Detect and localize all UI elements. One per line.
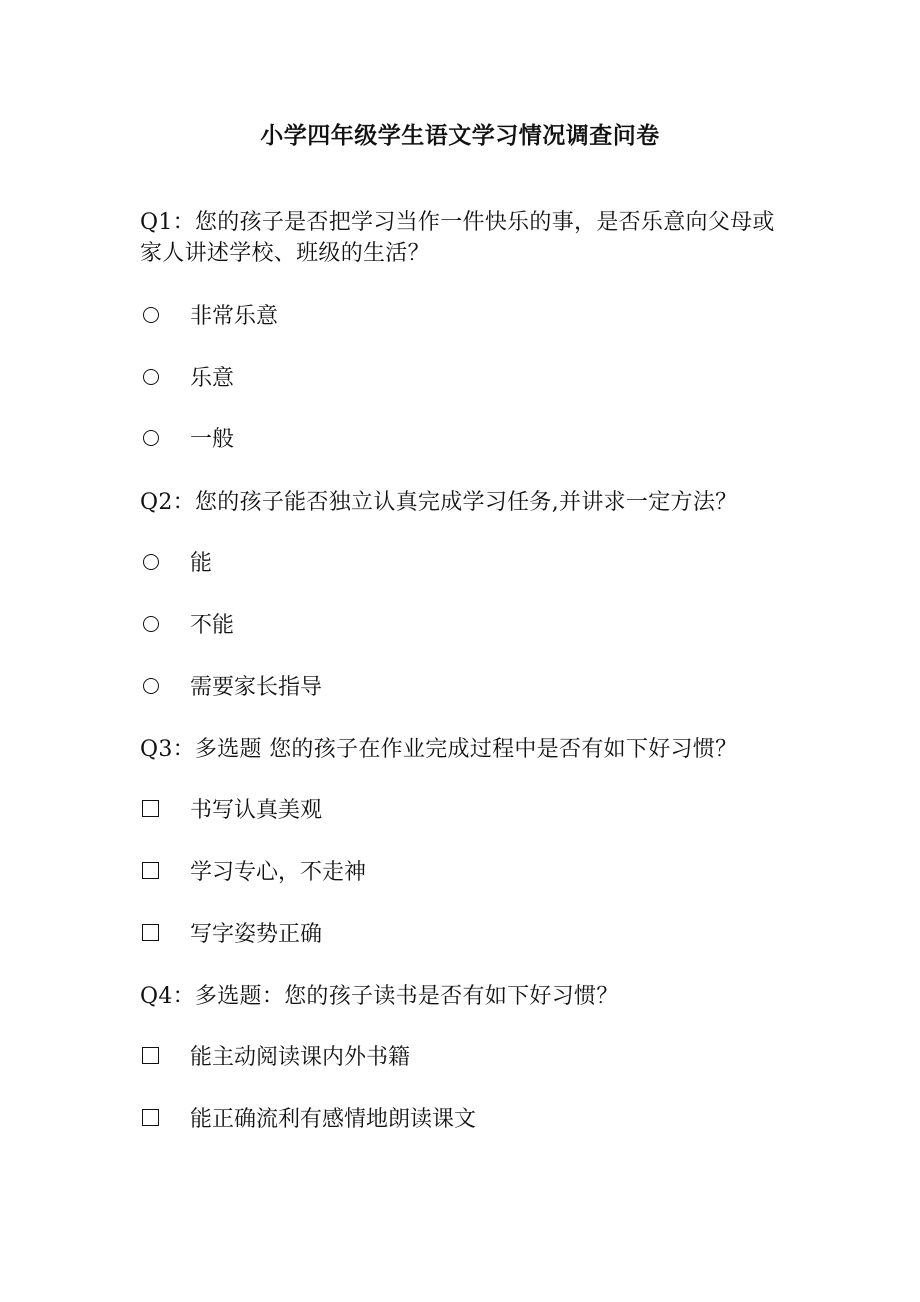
q2-option-2[interactable]: [140, 611, 780, 641]
option-label: 学习专心，不走神: [190, 860, 367, 885]
option-label: 非常乐意: [190, 304, 279, 329]
question-2: Q2：您的孩子能否独立认真完成学习任务,并讲求一定方法？: [140, 490, 738, 515]
radio-circle-icon[interactable]: [143, 307, 159, 323]
option-label: 能主动阅读课内外书籍: [190, 1045, 411, 1070]
option-label: 能正确流利有感情地朗读课文: [190, 1107, 477, 1132]
q1-option-3[interactable]: [140, 425, 780, 455]
question-3: Q3：多选题 您的孩子在作业完成过程中是否有如下好习惯？: [140, 737, 738, 762]
radio-circle-icon[interactable]: [143, 430, 159, 446]
q3-option-2[interactable]: [140, 858, 780, 888]
checkbox-square-icon[interactable]: [142, 800, 159, 817]
option-label: 乐意: [190, 366, 235, 391]
question-1: Q1：您的孩子是否把学习当作一件快乐的事，是否乐意向父母或家人讲述学校、班级的生活？: [140, 210, 775, 266]
radio-circle-icon[interactable]: [143, 369, 159, 385]
question-4: Q4：多选题：您的孩子读书是否有如下好习惯？: [140, 984, 619, 1009]
option-label: 写字姿势正确: [190, 922, 323, 947]
option-label: 一般: [190, 427, 235, 452]
q4-option-2[interactable]: [140, 1105, 780, 1135]
checkbox-square-icon[interactable]: [142, 862, 159, 879]
q2-option-3[interactable]: [140, 673, 780, 703]
q2-option-1[interactable]: [140, 549, 780, 579]
q3-option-3[interactable]: [140, 920, 780, 950]
radio-circle-icon[interactable]: [143, 554, 159, 570]
page-title: 小学四年级学生语文学习情况调查问卷: [260, 123, 660, 149]
option-label: 书写认真美观: [190, 798, 323, 823]
q4-option-1[interactable]: [140, 1043, 780, 1073]
radio-circle-icon[interactable]: [143, 616, 159, 632]
checkbox-square-icon[interactable]: [142, 924, 159, 941]
checkbox-square-icon[interactable]: [142, 1109, 159, 1126]
q1-option-1[interactable]: [140, 302, 780, 332]
q3-option-1[interactable]: [140, 796, 780, 826]
option-label: 需要家长指导: [190, 675, 323, 700]
option-label: 不能: [190, 613, 235, 638]
option-label: 能: [190, 551, 213, 576]
radio-circle-icon[interactable]: [143, 678, 159, 694]
q1-option-2[interactable]: [140, 364, 780, 394]
checkbox-square-icon[interactable]: [142, 1047, 159, 1064]
